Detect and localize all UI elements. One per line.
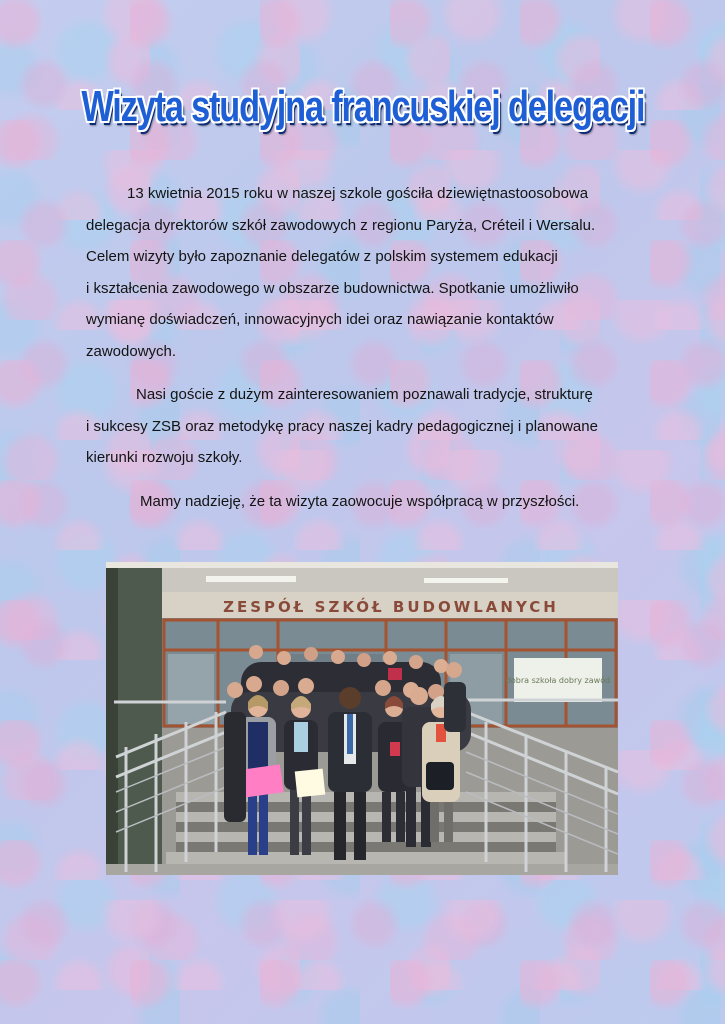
building-sign: ZESPÓŁ SZKÓŁ BUDOWLANYCH <box>223 598 559 616</box>
paragraph-3: Mamy nadzieję, że ta wizyta zaowocuje współpracą w przyszłości. <box>140 492 580 510</box>
title-container <box>0 82 725 132</box>
paragraph-1-line: delegacja dyrektorów szkół zawodowych z regionu Paryża, Créteil i Wersalu. <box>86 216 596 234</box>
article-body <box>86 178 646 517</box>
page-title: Wizyta studyjna francuskiej delegacji <box>81 82 644 131</box>
group-photo <box>106 562 618 875</box>
paragraph-2-line: i sukcesy ZSB oraz metodykę pracy naszej kadry pedagogicznej i planowane <box>86 417 598 435</box>
poster-text: dobra szkoła dobry zawód <box>505 676 611 685</box>
paragraph-2-line: kierunki rozwoju szkoły. <box>86 449 243 466</box>
paragraph-1-line: Celem wizyty było zapoznanie delegatów z polskim systemem edukacji <box>86 248 558 265</box>
paragraph-2-line: Nasi goście z dużym zainteresowaniem poznawali tradycje, strukturę <box>136 386 593 403</box>
paragraph-1-line: 13 kwietnia 2015 roku w naszej szkole gościła dziewiętnastoosobowa <box>127 185 589 202</box>
paragraph-1-line: wymianę doświadczeń, innowacyjnych idei oraz nawiązanie kontaktów <box>86 311 554 328</box>
paragraph-1-line: i kształcenia zawodowego w obszarze budownictwa. Spotkanie umożliwiło <box>86 279 579 297</box>
paragraph-1-line: zawodowych. <box>86 342 177 360</box>
